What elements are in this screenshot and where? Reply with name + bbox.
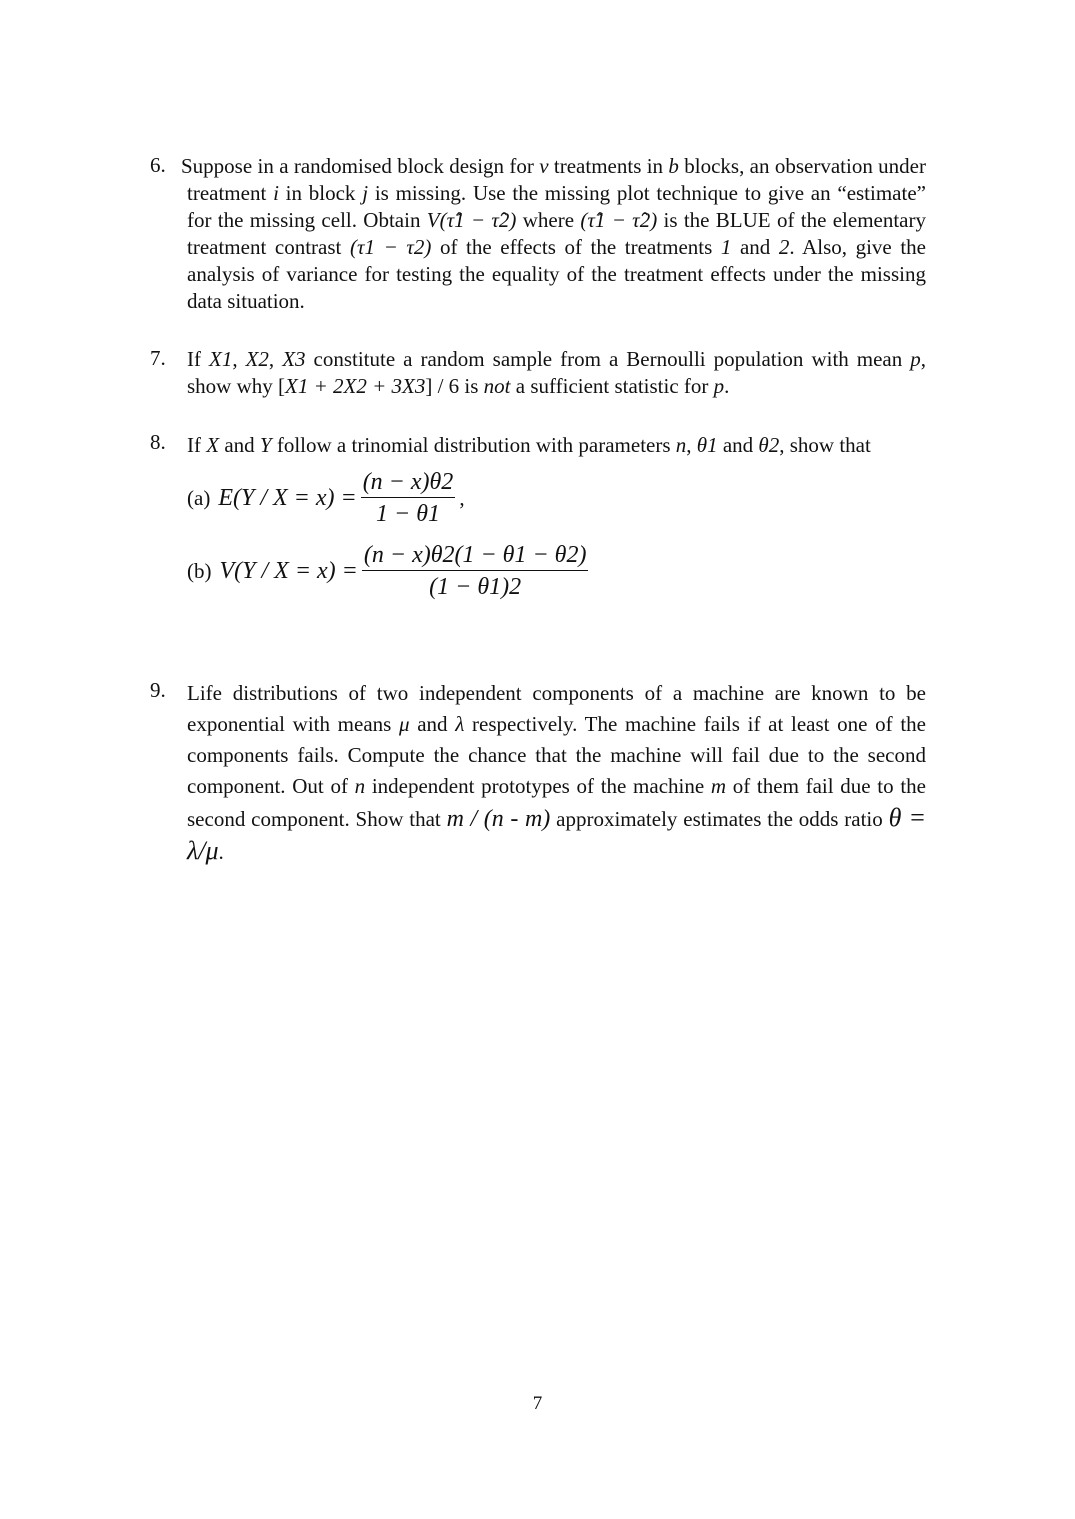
treatment-2: 2 [778, 235, 790, 259]
denominator: (1 − θ1)2 [429, 574, 522, 600]
text: Life distributions of two independent components of a machine are known to be exponential with means [187, 681, 926, 736]
text: is missing. Use the missing plot technique to give an “estimate” for the missing cell. Obtain [187, 181, 926, 232]
var-j: j [362, 181, 369, 205]
text: where [516, 208, 581, 232]
ratio-expression: m / (n - m) [446, 806, 551, 832]
question-6 [150, 153, 926, 315]
question-7 [150, 346, 926, 400]
question-text [187, 346, 926, 400]
var-theta1: θ1 [696, 433, 718, 457]
question-number: 9. [150, 678, 166, 702]
odds-ratio-expression: θ = λ/μ [187, 803, 927, 865]
var-p: p [713, 374, 725, 398]
text: independent prototypes of the machine [365, 774, 711, 798]
var-m: m [710, 774, 727, 798]
blue-expression: (τ̂1 − τ̂2) [580, 208, 658, 232]
text: in block [278, 181, 363, 205]
question-number: 8. [150, 430, 166, 454]
variance-expression: V(τ̂1 − τ̂2) [426, 208, 517, 232]
question-number: 7. [150, 346, 166, 370]
var-mu: μ [399, 712, 410, 736]
page-number: 7 [532, 1393, 543, 1414]
text: Suppose in a randomised block design for [181, 154, 540, 178]
denominator: 1 − θ1 [376, 501, 440, 527]
equation-b [187, 540, 926, 603]
text: and [717, 433, 759, 457]
treatment-1: 1 [720, 235, 732, 259]
text: ] / 6 is [425, 374, 484, 398]
text: . [724, 374, 730, 398]
text: of them fail due to the second component. Show that [187, 774, 926, 831]
text: approximately estimates the odds ratio [550, 807, 889, 831]
var-y: Y [259, 433, 272, 457]
text: , show that [779, 433, 871, 457]
question-number: 6. [150, 153, 166, 177]
var-v: v [539, 154, 549, 178]
var-x3: X3 [282, 347, 306, 371]
text: . Also, give the analysis of variance for testing the equality of the treatment effects under the missing data situation. [187, 235, 926, 313]
var-x1: X1 [209, 347, 233, 371]
var-lambda: λ [455, 712, 465, 736]
equation-a [187, 467, 926, 530]
var-x2: X2 [245, 347, 269, 371]
text: a sufficient statistic for [510, 374, 714, 398]
question-8 [150, 430, 926, 603]
text: , show why [ [187, 347, 927, 398]
var-n: n [675, 433, 687, 457]
text: and [219, 433, 260, 457]
fraction [362, 540, 589, 603]
var-p: p [910, 347, 921, 371]
equation-label: (a) [187, 486, 211, 510]
text: If [187, 347, 209, 371]
var-theta2: θ2 [758, 433, 780, 457]
text: respectively. The machine fails if at least one of the components fails. Compute the chance that the machine will fail due to the second component. Out of [187, 712, 926, 798]
contrast-expression: (τ1 − τ2) [349, 235, 432, 259]
text: of the effects of the treatments [431, 235, 721, 259]
text: constitute a random sample from a Bernoulli population with mean [305, 347, 911, 371]
text: , [232, 347, 246, 371]
question-text [187, 678, 926, 868]
var-n: n [354, 774, 366, 798]
equation-label: (b) [187, 559, 212, 583]
var-b: b [668, 154, 679, 178]
text: , [268, 347, 283, 371]
numerator: (n − x)θ2(1 − θ1 − θ2) [362, 540, 589, 571]
text: . [218, 840, 224, 864]
text: is the BLUE of the elementary treatment contrast [187, 208, 926, 259]
question-text [181, 153, 926, 315]
var-i: i [273, 181, 279, 205]
var-x: X [206, 433, 220, 457]
equation-lhs: V(Y / X = x) = [219, 558, 358, 584]
text: blocks, an observation under treatment [187, 154, 926, 205]
statistic-expression: X1 + 2X2 + 3X3 [285, 374, 426, 398]
text: If [187, 433, 207, 457]
question-9 [150, 678, 926, 868]
emphasis-not: not [483, 374, 511, 398]
text: treatments in [548, 154, 669, 178]
text: and [731, 235, 779, 259]
question-text [187, 430, 926, 461]
text: follow a trinomial distribution with parameters [271, 433, 676, 457]
numerator: (n − x)θ2 [361, 467, 456, 498]
text: , [686, 433, 697, 457]
fraction [361, 467, 456, 530]
text: and [409, 712, 456, 736]
text: , [459, 486, 465, 510]
equation-lhs: E(Y / X = x) = [218, 485, 357, 511]
